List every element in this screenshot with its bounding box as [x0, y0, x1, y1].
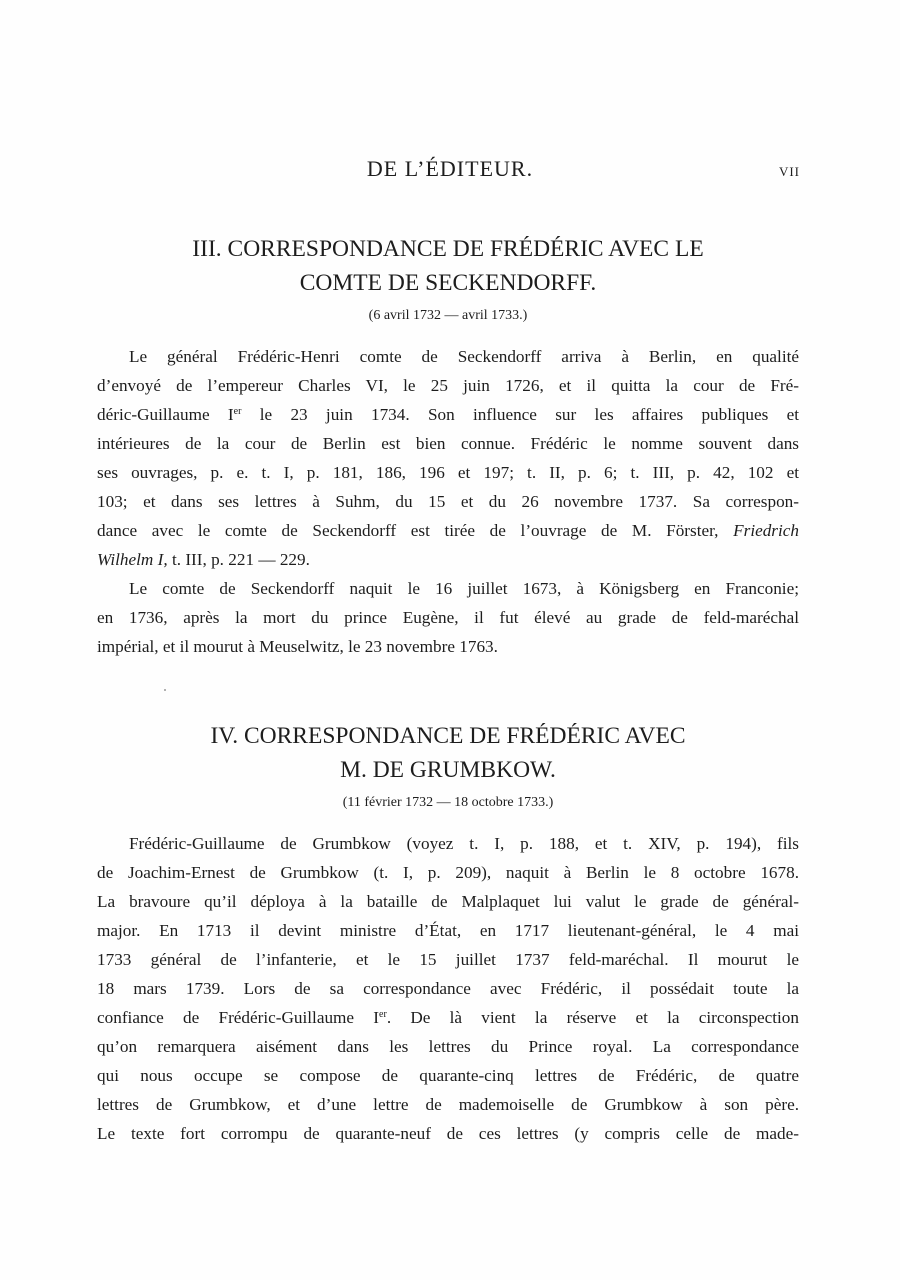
section-three-heading-line2: COMTE DE SECKENDORFF. [299, 270, 597, 296]
text-line: en 1736, après la mort du prince Eugène, il fut élevé au grade de feld-maréchal [97, 608, 799, 627]
section-four-dates: (11 février 1732 — 18 octobre 1733.) [342, 795, 554, 810]
text-line: impérial, et il mourut à Meuselwitz, le 23 novembre 1763. [97, 637, 498, 656]
text-line: lettres de Grumbkow, et d’une lettre de mademoiselle de Grumbkow à son père. [97, 1095, 799, 1114]
page-number: VII [778, 164, 800, 179]
text-line: 1733 général de l’infanterie, et le 15 juillet 1737 feld-maréchal. Il mourut le [97, 950, 799, 969]
text-line: Frédéric-Guillaume de Grumbkow (voyez t. I, p. 188, et t. XIV, p. 194), fils [129, 834, 799, 853]
text-span: confiance de Frédéric-Guillaume I [97, 1008, 380, 1027]
text-line: Le comte de Seckendorff naquit le 16 juillet 1673, à Königsberg en Franconie; [129, 579, 799, 598]
text-line [97, 545, 799, 574]
superscript: er [379, 1009, 387, 1020]
text-line: major. En 1713 il devint ministre d’État, en 1717 lieutenant-général, le 4 mai [97, 921, 799, 940]
text-line: 18 mars 1739. Lors de sa correspondance avec Frédéric, il possédait toute la [97, 979, 799, 998]
text-line: intérieures de la cour de Berlin est bien connue. Frédéric le nomme souvent dans [97, 434, 799, 453]
italic-title: Friedrich [733, 521, 799, 540]
section-three-heading [97, 232, 799, 300]
text-line [97, 1003, 799, 1032]
italic-title: Wilhelm I, [97, 550, 168, 569]
print-speck [164, 689, 166, 691]
section-three-heading-line1: III. CORRESPONDANCE DE FRÉDÉRIC AVEC LE [192, 236, 704, 262]
superscript: er [233, 406, 242, 417]
text-line: Le général Frédéric-Henri comte de Seckendorff arriva à Berlin, en qualité [129, 347, 799, 366]
section-four-heading-line2: M. DE GRUMBKOW. [340, 757, 556, 783]
section-four-heading [97, 719, 799, 787]
running-head [0, 152, 900, 192]
text-span: le 23 juin 1734. Son influence sur les affaires publiques et [241, 405, 799, 424]
section-three-paragraph-2 [97, 574, 799, 661]
text-line: Le texte fort corrompu de quarante-neuf de ces lettres (y compris celle de made- [97, 1124, 799, 1143]
text-span: . De là vient la réserve et la circonspection [386, 1008, 799, 1027]
text-line [97, 400, 799, 429]
text-line: qu’on remarquera aisément dans les lettres du Prince royal. La correspondance [97, 1037, 799, 1056]
section-four [97, 719, 799, 1148]
section-three [97, 232, 799, 661]
running-title: DE L’ÉDITEUR. [366, 156, 534, 181]
text-line: La bravoure qu’il déploya à la bataille de Malplaquet lui valut le grade de général- [97, 892, 799, 911]
text-span: dance avec le comte de Seckendorff est tirée de l’ouvrage de M. Förster, [97, 521, 734, 540]
text-line: d’envoyé de l’empereur Charles VI, le 25 juin 1726, et il quitta la cour de Fré- [97, 376, 799, 395]
section-three-paragraph-1 [97, 342, 799, 574]
text-line: ses ouvrages, p. e. t. I, p. 181, 186, 196 et 197; t. II, p. 6; t. III, p. 42, 102 et [97, 463, 799, 482]
section-three-dates: (6 avril 1732 — avril 1733.) [368, 308, 528, 323]
text-line: de Joachim-Ernest de Grumbkow (t. I, p. 209), naquit à Berlin le 8 octobre 1678. [97, 863, 799, 882]
text-span: déric-Guillaume I [97, 405, 234, 424]
text-span: t. III, p. 221 — 229. [167, 550, 310, 569]
text-line [97, 516, 799, 545]
text-line: qui nous occupe se compose de quarante-cinq lettres de Frédéric, de quatre [97, 1066, 799, 1085]
section-four-paragraph-1 [97, 829, 799, 1148]
section-four-heading-line1: IV. CORRESPONDANCE DE FRÉDÉRIC AVEC [210, 723, 686, 749]
text-line: 103; et dans ses lettres à Suhm, du 15 et du 26 novembre 1737. Sa correspon- [97, 492, 799, 511]
